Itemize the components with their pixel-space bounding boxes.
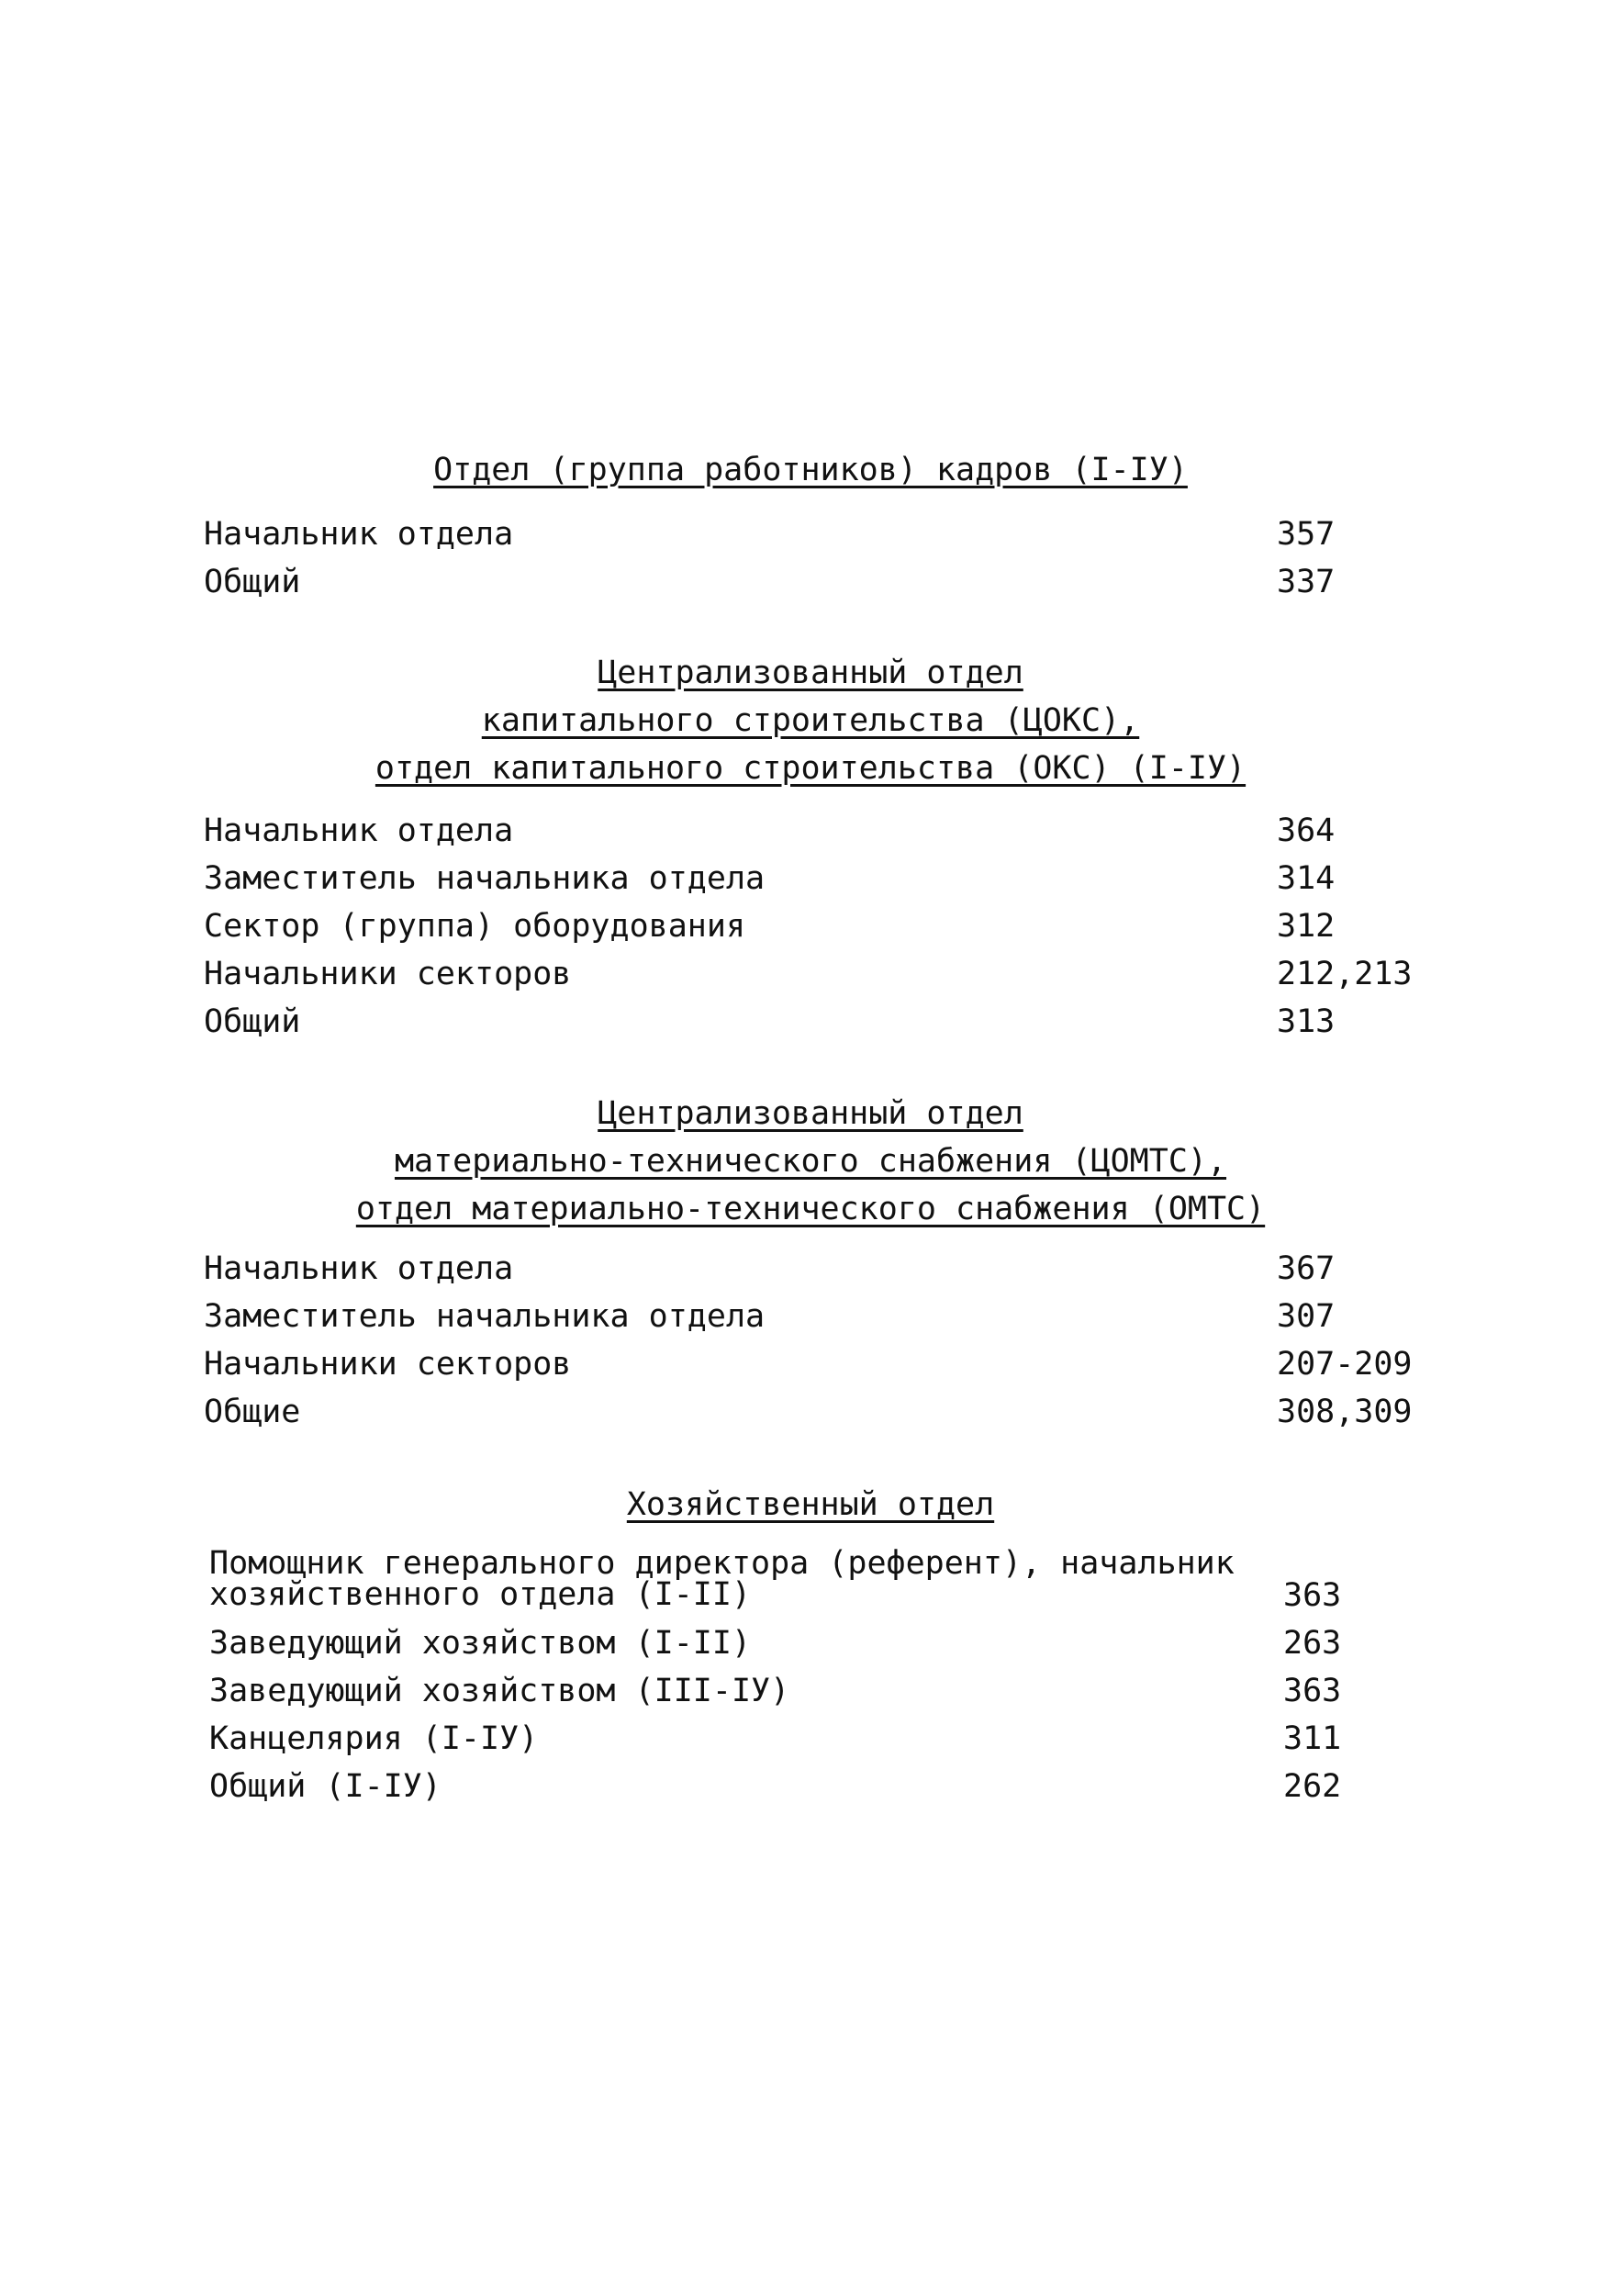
section-2-row-5-value: 313 [1277,1003,1336,1040]
section-4-row-4-label: Канцелярия (I-IУ) [209,1720,539,1757]
section-4-row-2-value: 263 [1283,1625,1342,1662]
section-3-heading-line-1: Централизованный отдел [598,1095,1023,1132]
section-2-heading-line-2: капитального строительства (ЦОКС), [481,702,1140,739]
section-2-heading-line-1: Централизованный отдел [598,655,1023,691]
section-1-heading: Отдел (группа работников) кадров (I-IУ) [433,452,1188,488]
section-4-row-5-value: 262 [1283,1768,1342,1805]
section-2-row-3-value: 312 [1277,908,1336,945]
section-4-row-2-label: Заведующий хозяйством (I-II) [209,1625,752,1662]
section-2-row-4-label: Начальники секторов [204,956,572,992]
section-3-row-4-value: 308,309 [1277,1394,1413,1430]
section-2-row-1-value: 364 [1277,812,1336,849]
section-2-row-1-label: Начальник отдела [204,812,514,849]
section-4-row-1-label: Помощник генерального директора (референт), начальник хозяйственного отдела (I-II) [209,1545,1235,1613]
section-4-heading: Хозяйственный отдел [626,1486,995,1523]
section-3-row-1-value: 367 [1277,1250,1336,1287]
section-2-row-2-value: 314 [1277,860,1336,897]
section-2-row-2-label: Заместитель начальника отдела [204,860,766,897]
section-2-heading-line-3: отдел капитального строительства (ОКС) (I-IУ) [375,750,1246,787]
section-2-row-3-label: Сектор (группа) оборудования [204,908,746,945]
section-3-row-4-label: Общие [204,1394,301,1430]
section-3-row-2-label: Заместитель начальника отдела [204,1298,766,1335]
section-2-row-5-label: Общий [204,1003,301,1040]
section-3-row-3-value: 207-209 [1277,1346,1413,1383]
section-4-row-1-value: 363 [1283,1577,1342,1614]
section-2-row-4-value: 212,213 [1277,956,1413,992]
section-1-row-1-label: Начальник отдела [204,516,514,553]
section-1-row-1-value: 357 [1277,516,1336,553]
section-3-row-3-label: Начальники секторов [204,1346,572,1383]
section-3-heading-line-3: отдел материально-технического снабжения (ОМТС) [355,1191,1266,1227]
section-3-heading-line-2: материально-технического снабжения (ЦОМТС), [394,1143,1227,1180]
section-4-row-3-label: Заведующий хозяйством (III-IУ) [209,1673,790,1709]
section-4-row-3-value: 363 [1283,1673,1342,1709]
section-4-row-5-label: Общий (I-IУ) [209,1768,442,1805]
section-3-row-1-label: Начальник отдела [204,1250,514,1287]
section-1-row-2-value: 337 [1277,564,1336,600]
section-3-row-2-value: 307 [1277,1298,1336,1335]
section-4-row-4-value: 311 [1283,1720,1342,1757]
section-1-row-2-label: Общий [204,564,301,600]
